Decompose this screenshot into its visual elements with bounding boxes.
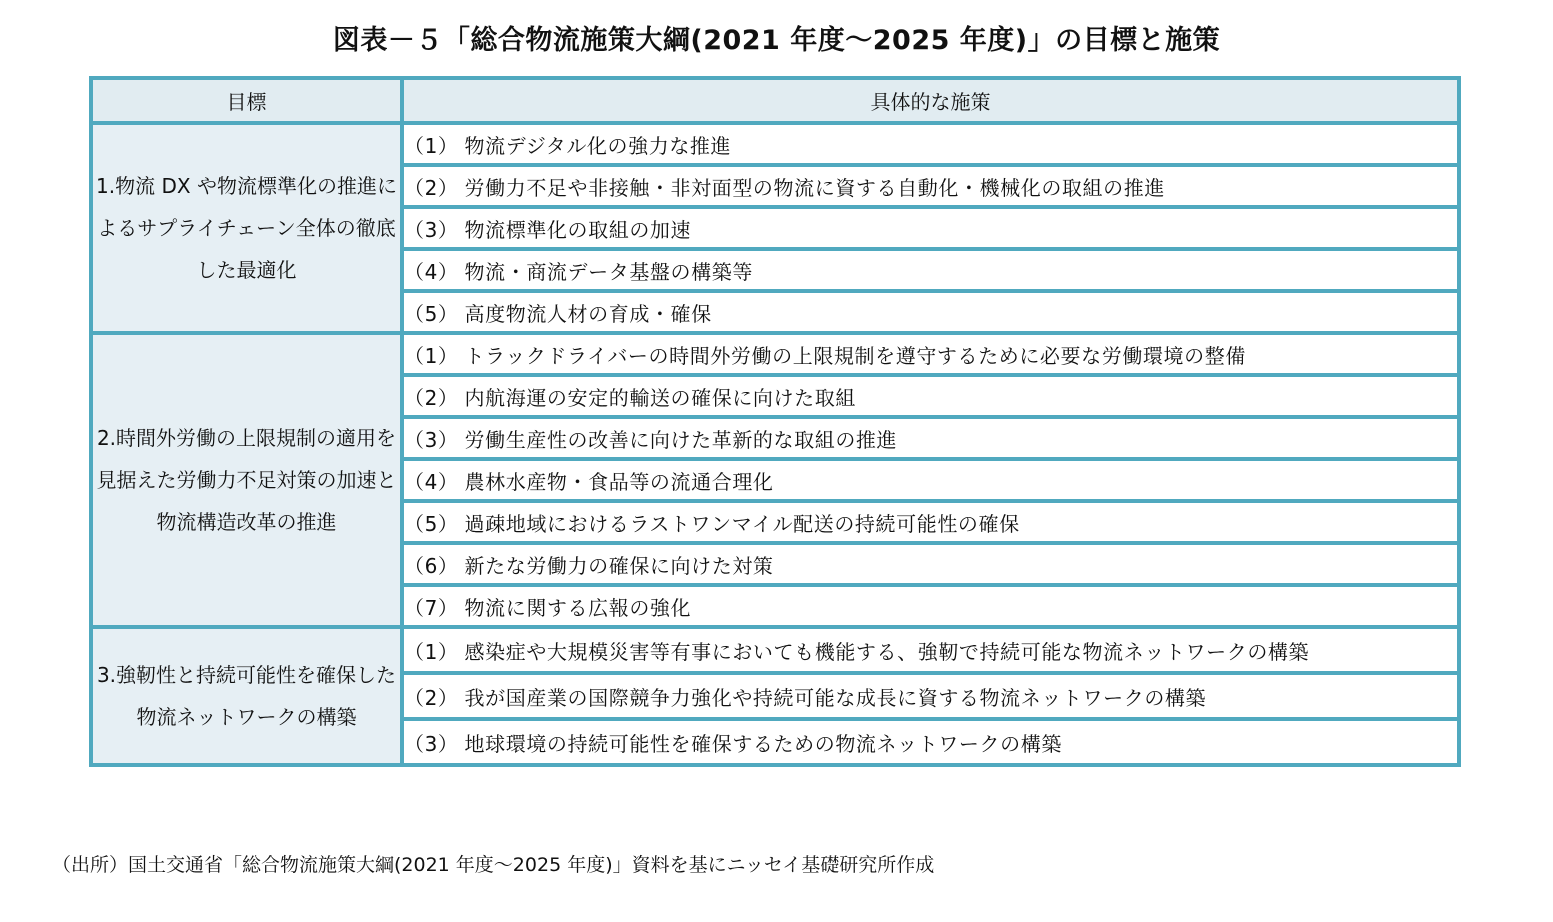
measure-cell	[402, 459, 1459, 501]
table-row	[91, 627, 1459, 673]
measure-cell	[402, 375, 1459, 417]
measure-cell	[402, 673, 1459, 719]
header-goal: 目標	[91, 78, 402, 123]
measure-text: 労働生産性の改善に向けた革新的な取組の推進	[464, 427, 898, 452]
measure-text: 労働力不足や非接触・非対面型の物流に資する自動化・機械化の取組の推進	[464, 175, 1165, 200]
measure-number: （1）	[404, 639, 459, 664]
measure-number: （1）	[404, 343, 459, 368]
measure-number: （4）	[404, 469, 459, 494]
measure-number: （2）	[404, 685, 459, 710]
measure-text: 農林水産物・食品等の流通合理化	[464, 469, 774, 494]
measure-number: （3）	[404, 427, 459, 452]
measure-number: （1）	[404, 133, 459, 158]
measure-number: （5）	[404, 301, 459, 326]
measure-text: 感染症や大規模災害等有事においても機能する、強靭で持続可能な物流ネットワークの構築	[464, 639, 1310, 664]
measure-number: （2）	[404, 175, 459, 200]
measure-cell	[402, 207, 1459, 249]
measure-text: 新たな労働力の確保に向けた対策	[464, 553, 774, 578]
policy-table	[89, 76, 1461, 767]
measure-text: 物流に関する広報の強化	[464, 595, 692, 620]
measure-cell	[402, 501, 1459, 543]
measure-number: （5）	[404, 511, 459, 536]
measure-text: 内航海運の安定的輸送の確保に向けた取組	[464, 385, 856, 410]
measure-number: （3）	[404, 731, 459, 756]
measure-number: （7）	[404, 595, 459, 620]
measure-text: 我が国産業の国際競争力強化や持続可能な成長に資する物流ネットワークの構築	[464, 685, 1207, 710]
measure-text: 物流デジタル化の強力な推進	[464, 133, 732, 158]
table-row	[91, 333, 1459, 375]
source-note: （出所）国土交通省「総合物流施策大綱(2021 年度～2025 年度)」資料を基にニッセイ基礎研究所作成	[52, 854, 935, 876]
table-row	[91, 123, 1459, 165]
measure-text: 高度物流人材の育成・確保	[464, 301, 712, 326]
measure-cell	[402, 291, 1459, 333]
goal-cell-3: 3.強靭性と持続可能性を確保した物流ネットワークの構築	[91, 627, 402, 765]
measure-cell	[402, 417, 1459, 459]
measure-cell	[402, 585, 1459, 627]
figure-title: 図表－５「総合物流施策大綱(2021 年度～2025 年度)」の目標と施策	[332, 25, 1221, 56]
measure-cell	[402, 165, 1459, 207]
measure-text: 物流・商流データ基盤の構築等	[464, 259, 753, 284]
measure-text: 過疎地域におけるラストワンマイル配送の持続可能性の確保	[464, 511, 1020, 536]
header-row	[91, 78, 1459, 123]
measure-cell	[402, 249, 1459, 291]
measure-number: （3）	[404, 217, 459, 242]
measure-number: （4）	[404, 259, 459, 284]
goal-cell-1: 1.物流 DX や物流標準化の推進によるサプライチェーン全体の徹底した最適化	[91, 123, 402, 333]
measure-cell	[402, 543, 1459, 585]
measure-cell	[402, 627, 1459, 673]
measure-text: トラックドライバーの時間外労働の上限規制を遵守するために必要な労働環境の整備	[464, 343, 1246, 368]
measure-text: 物流標準化の取組の加速	[464, 217, 692, 242]
measure-cell	[402, 333, 1459, 375]
measure-cell	[402, 719, 1459, 765]
goal-cell-2: 2.時間外労働の上限規制の適用を見据えた労働力不足対策の加速と物流構造改革の推進	[91, 333, 402, 627]
header-measures: 具体的な施策	[402, 78, 1459, 123]
measure-cell	[402, 123, 1459, 165]
measure-text: 地球環境の持続可能性を確保するための物流ネットワークの構築	[464, 731, 1062, 756]
measure-number: （6）	[404, 553, 459, 578]
measure-number: （2）	[404, 385, 459, 410]
